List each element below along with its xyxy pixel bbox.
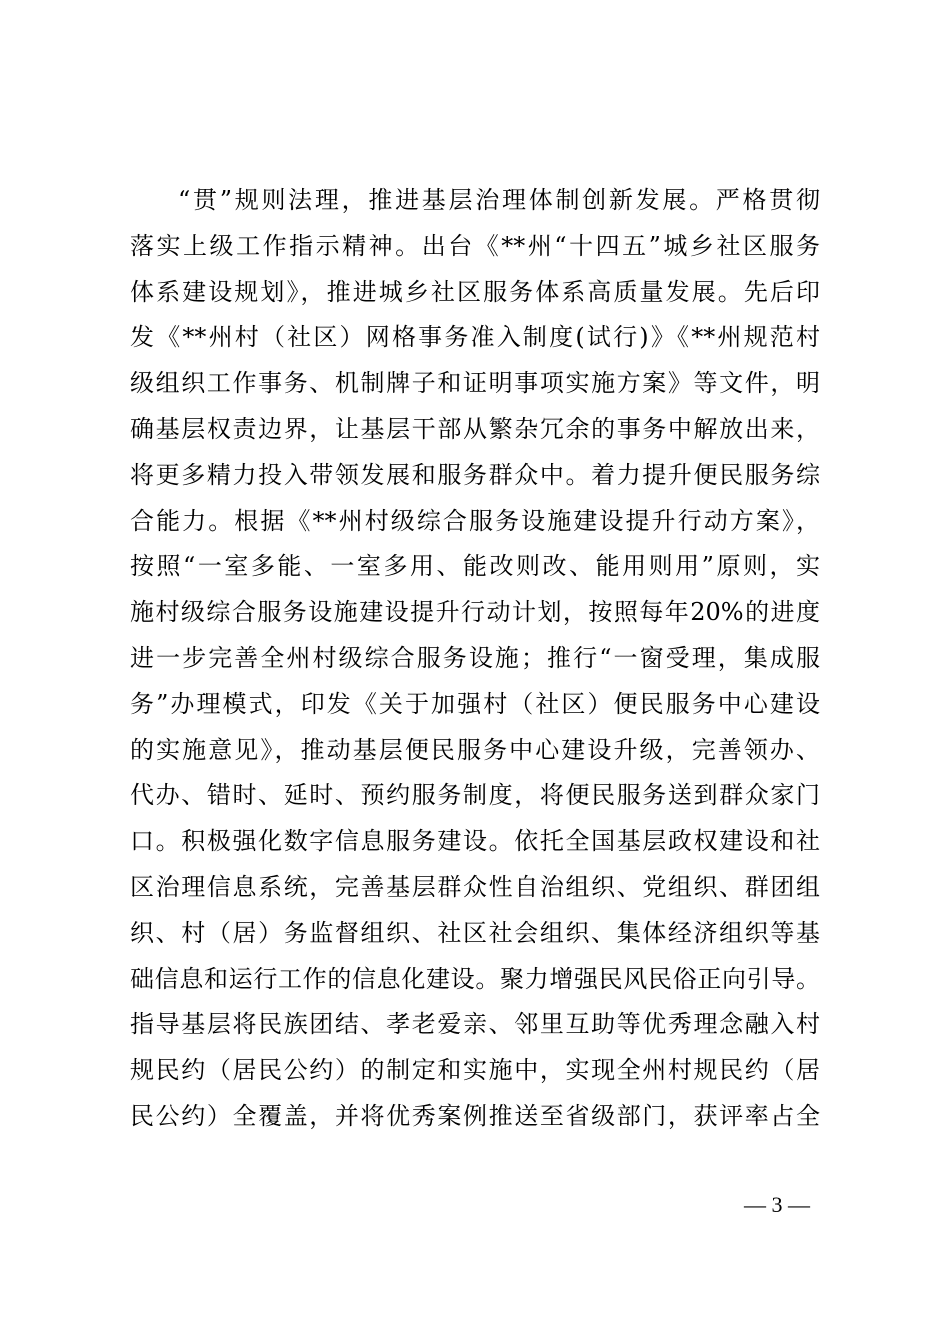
text-line: 的实施意见》，推动基层便民服务中心建设升级，完善领办、 <box>130 735 820 764</box>
text-line: 进一步完善全州村级综合服务设施；推行“一窗受理，集成服 <box>130 643 820 672</box>
text-line: 将更多精力投入带领发展和服务群众中。着力提升便民服务综 <box>130 460 820 489</box>
text-line: 务”办理模式，印发《关于加强村（社区）便民服务中心建设 <box>130 689 820 718</box>
text-line: 确基层权责边界，让基层干部从繁杂冗余的事务中解放出来， <box>130 414 820 443</box>
text-line: “贯”规则法理，推进基层治理体制创新发展。严格贯彻 <box>178 186 820 214</box>
text-line: 体系建设规划》，推进城乡社区服务体系高质量发展。先后印 <box>130 277 820 306</box>
text-line: 民公约）全覆盖，并将优秀案例推送至省级部门，获评率占全 <box>130 1101 820 1130</box>
text-line: 区治理信息系统，完善基层群众性自治组织、党组织、群团组 <box>130 872 820 901</box>
text-line: 级组织工作事务、机制牌子和证明事项实施方案》等文件，明 <box>130 369 820 398</box>
text-line: 规民约（居民公约）的制定和实施中，实现全州村规民约（居 <box>130 1056 820 1085</box>
body-paragraph <box>130 178 820 1140</box>
text-line: 按照“一室多能、一室多用、能改则改、能用则用”原则，实 <box>130 552 820 581</box>
text-line: 础信息和运行工作的信息化建设。聚力增强民风民俗正向引导。 <box>130 964 820 993</box>
text-line: 指导基层将民族团结、孝老爱亲、邻里互助等优秀理念融入村 <box>130 1010 820 1039</box>
text-line: 口。积极强化数字信息服务建设。依托全国基层政权建设和社 <box>130 827 820 856</box>
text-line: 合能力。根据《**州村级综合服务设施建设提升行动方案》， <box>130 506 820 535</box>
text-line: 施村级综合服务设施建设提升行动计划，按照每年20%的进度 <box>130 598 820 627</box>
text-line: 发《**州村（社区）网格事务准入制度(试行)》《**州规范村 <box>130 323 820 352</box>
text-line: 织、村（居）务监督组织、社区社会组织、集体经济组织等基 <box>130 918 820 947</box>
text-line: 代办、错时、延时、预约服务制度，将便民服务送到群众家门 <box>130 781 820 810</box>
page-number: — 3 — <box>744 1192 810 1217</box>
text-line: 落实上级工作指示精神。出台《**州“十四五”城乡社区服务 <box>130 231 820 260</box>
